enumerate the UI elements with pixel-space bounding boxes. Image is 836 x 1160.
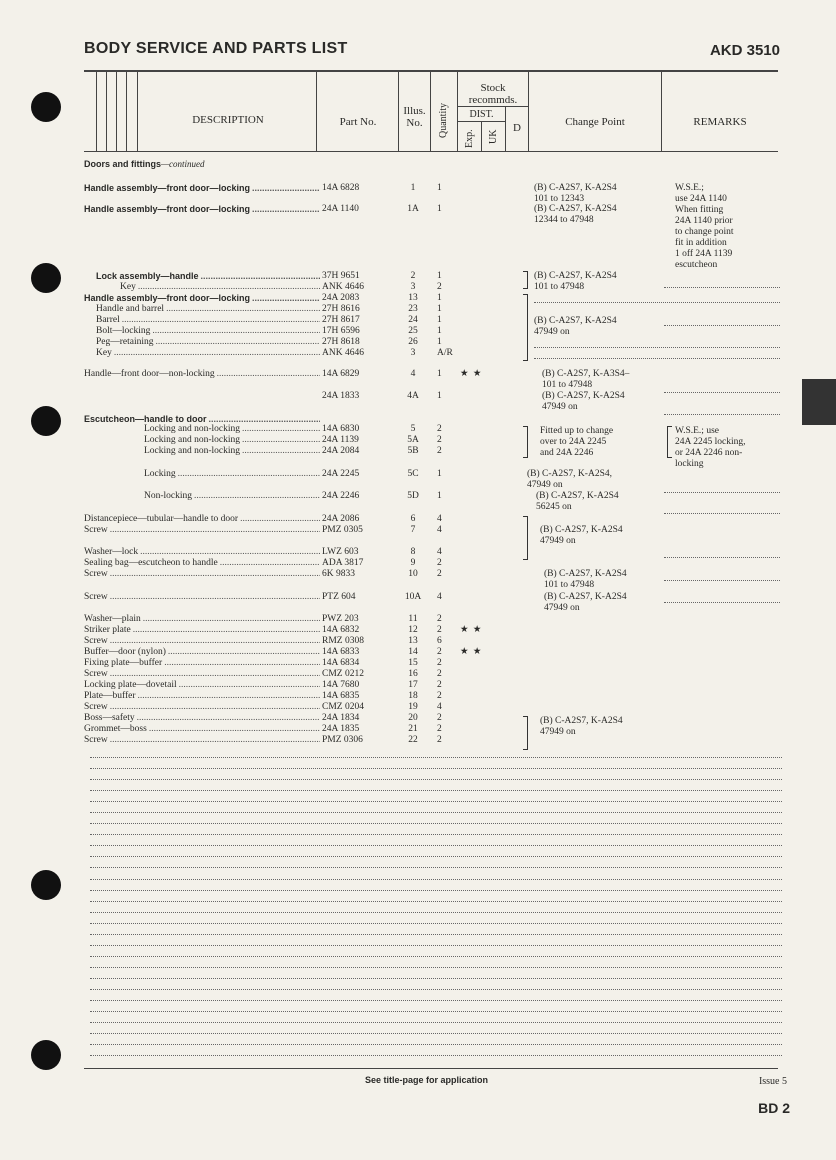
change-point-line: (B) C-A2S7, K-A2S4, <box>527 469 612 479</box>
table-row <box>0 702 836 713</box>
row-quantity: 4 <box>437 514 442 524</box>
row-quantity: 1 <box>437 326 442 336</box>
dotted-line <box>664 392 780 393</box>
change-point <box>534 271 617 293</box>
change-point-line: over to 24A 2245 <box>540 437 607 447</box>
row-illus-number: 7 <box>410 525 416 535</box>
row-description: Buffer—door (nylon) ..... <box>84 647 320 658</box>
row-quantity: 2 <box>437 647 442 657</box>
change-point <box>544 569 627 591</box>
ruled-line <box>90 845 782 846</box>
table-row <box>0 669 836 680</box>
change-point-line: 47949 on <box>540 727 576 737</box>
row-illus-number: 26 <box>408 337 418 347</box>
dotted-line <box>534 358 780 359</box>
row-part-number: 14A 6828 <box>322 183 360 193</box>
row-part-number: 24A 2246 <box>322 491 360 501</box>
row-description: Screw ..... <box>84 702 320 713</box>
row-part-number: 14A 6835 <box>322 691 360 701</box>
row-quantity: 2 <box>437 735 442 745</box>
row-illus-number: 16 <box>408 669 418 679</box>
ruled-line <box>90 1044 782 1045</box>
row-illus-number: 5C <box>407 469 419 479</box>
table-row <box>0 713 836 724</box>
section-title: Doors and fittings—continued <box>84 159 205 169</box>
remark-line: When fitting <box>675 205 724 215</box>
row-description: Washer—lock ..... <box>84 547 320 558</box>
table-row <box>0 304 836 315</box>
remark-line: fit in addition <box>675 238 727 248</box>
header-top-rule <box>84 70 778 72</box>
remark-line: use 24A 1140 <box>675 194 727 204</box>
dotted-line <box>534 302 780 303</box>
col-rule <box>116 72 117 151</box>
row-quantity: 2 <box>437 558 442 568</box>
row-illus-number: 19 <box>408 702 418 712</box>
row-part-number: 14A 6833 <box>322 647 360 657</box>
ruled-line <box>90 967 782 968</box>
ruled-line <box>90 989 782 990</box>
footer-rule <box>84 1068 778 1069</box>
dotted-line <box>664 492 780 493</box>
row-quantity: 1 <box>437 271 442 281</box>
row-description: Handle—front door—non-locking ..... <box>84 369 320 380</box>
row-illus-number: 14 <box>408 647 418 657</box>
change-point-line: Fitted up to change <box>540 426 614 436</box>
change-point-line: 47949 on <box>544 603 580 613</box>
change-point <box>536 491 619 513</box>
row-part-number: 24A 2083 <box>322 293 360 303</box>
row-quantity: 4 <box>437 702 442 712</box>
ruled-line <box>90 1011 782 1012</box>
change-point <box>534 183 617 205</box>
ruled-line <box>90 879 782 880</box>
change-point-line: 47949 on <box>534 327 570 337</box>
row-description: Screw ..... <box>84 525 320 536</box>
row-illus-number: 1A <box>407 204 419 214</box>
change-point-line: (B) C-A2S7, K-A2S4 <box>534 316 617 326</box>
ruled-line <box>90 956 782 957</box>
change-point <box>542 369 629 391</box>
remark <box>675 183 734 271</box>
row-description: Barrel ..... <box>96 315 320 326</box>
ruled-line <box>90 779 782 780</box>
bracket <box>523 294 528 361</box>
change-point-line: (B) C-A2S7, K-A2S4 <box>540 716 623 726</box>
dotted-line <box>664 287 780 288</box>
change-point-line: (B) C-A2S7, K-A2S4 <box>544 569 627 579</box>
row-part-number: 27H 8617 <box>322 315 360 325</box>
row-quantity: 1 <box>437 337 442 347</box>
row-description: Plate—buffer ..... <box>84 691 320 702</box>
change-point <box>527 469 612 491</box>
row-quantity: 6 <box>437 636 442 646</box>
change-point-line: 56245 on <box>536 502 572 512</box>
row-illus-number: 25 <box>408 326 418 336</box>
row-description: Fixing plate—buffer ..... <box>84 658 320 669</box>
row-stock-marks: ★ ★ <box>460 369 483 379</box>
row-part-number: PMZ 0305 <box>322 525 363 535</box>
row-quantity: 2 <box>437 625 442 635</box>
remark-line: to change point <box>675 227 734 237</box>
row-illus-number: 17 <box>408 680 418 690</box>
row-description: Handle and barrel ..... <box>96 304 320 315</box>
change-point <box>534 204 617 226</box>
row-part-number: 27H 8616 <box>322 304 360 314</box>
remark-line: 24A 1140 prior <box>675 216 733 226</box>
col-exp: Exp. <box>464 129 475 148</box>
row-description: Striker plate ..... <box>84 625 320 636</box>
row-part-number: 24A 2245 <box>322 469 360 479</box>
change-point-line: (B) C-A2S7, K-A2S4 <box>534 271 617 281</box>
row-illus-number: 22 <box>408 735 418 745</box>
row-description: Handle assembly—front door—locking ..... <box>84 293 320 304</box>
row-quantity: 1 <box>437 469 442 479</box>
row-illus-number: 2 <box>410 271 416 281</box>
row-illus-number: 6 <box>410 514 416 524</box>
row-part-number: 17H 6596 <box>322 326 360 336</box>
row-description: Locking plate—dovetail ..... <box>84 680 320 691</box>
ruled-line <box>90 768 782 769</box>
dotted-line <box>534 347 780 348</box>
row-description: Peg—retaining ..... <box>96 337 320 348</box>
document-code: AKD 3510 <box>709 42 780 59</box>
row-illus-number: 5A <box>407 435 419 445</box>
table-row <box>0 735 836 746</box>
row-illus-number: 13 <box>408 636 418 646</box>
header-bottom-rule <box>84 151 778 152</box>
row-illus-number: 10A <box>404 592 422 602</box>
row-quantity: 2 <box>437 669 442 679</box>
ruled-line <box>90 1000 782 1001</box>
col-rule <box>126 72 127 151</box>
col-remarks: REMARKS <box>693 116 747 128</box>
row-description: Grommet—boss ..... <box>84 724 320 735</box>
row-description: Non-locking ..... <box>144 491 320 502</box>
ruled-line <box>90 1055 782 1056</box>
ruled-line <box>90 934 782 935</box>
row-description: Locking and non-locking ..... <box>144 424 320 435</box>
row-illus-number: 21 <box>408 724 418 734</box>
row-illus-number: 13 <box>408 293 418 303</box>
row-description: Handle assembly—front door—locking ..... <box>84 183 320 194</box>
table-row <box>0 625 836 636</box>
row-description: Screw ..... <box>84 592 320 603</box>
row-part-number: 14A 6834 <box>322 658 360 668</box>
row-illus-number: 20 <box>408 713 418 723</box>
row-description: Key ..... <box>96 348 320 359</box>
row-quantity: 1 <box>437 391 442 401</box>
table-row <box>0 614 836 625</box>
dotted-line <box>664 602 780 603</box>
col-rule <box>96 72 97 151</box>
change-point-line: (B) C-A2S7, K-A3S4– <box>542 369 630 379</box>
remark-line: or 24A 2246 non- <box>675 448 743 458</box>
row-part-number: 24A 2084 <box>322 446 360 456</box>
row-part-number: RMZ 0308 <box>322 636 364 646</box>
row-part-number: PTZ 604 <box>322 592 356 602</box>
row-stock-marks: ★ ★ <box>460 647 483 657</box>
change-point-line: (B) C-A2S7, K-A2S4 <box>540 525 623 535</box>
row-illus-number: 9 <box>410 558 416 568</box>
row-part-number: LWZ 603 <box>322 547 359 557</box>
col-stock: Stock recommds. <box>468 82 518 106</box>
change-point <box>542 391 625 413</box>
table-row <box>0 658 836 669</box>
ruled-line <box>90 823 782 824</box>
change-point-line: 47949 on <box>542 402 578 412</box>
page-title: BODY SERVICE AND PARTS LIST <box>84 40 348 57</box>
row-illus-number: 4A <box>407 391 419 401</box>
stock-rule <box>457 106 528 107</box>
row-description: Escutcheon—handle to door ..... <box>84 414 320 425</box>
ruled-line <box>90 901 782 902</box>
change-point-line: 47949 on <box>527 480 563 490</box>
row-illus-number: 1 <box>410 183 416 193</box>
row-illus-number: 24 <box>408 315 418 325</box>
row-quantity: 1 <box>437 315 442 325</box>
dotted-line <box>664 414 780 415</box>
table-row <box>0 469 836 480</box>
row-quantity: 2 <box>437 446 442 456</box>
table-row <box>0 691 836 702</box>
table-row <box>0 525 836 536</box>
row-quantity: 2 <box>437 569 442 579</box>
ruled-line <box>90 912 782 913</box>
dotted-line <box>664 513 780 514</box>
change-point-line: 101 to 12343 <box>534 194 585 204</box>
row-illus-number: 5B <box>407 446 419 456</box>
col-rule <box>481 121 482 151</box>
col-rule <box>106 72 107 151</box>
col-change-point: Change Point <box>565 116 625 128</box>
row-part-number: 24A 1834 <box>322 713 360 723</box>
row-part-number: CMZ 0212 <box>322 669 364 679</box>
table-row <box>0 558 836 569</box>
change-point <box>540 716 623 738</box>
row-part-number: 14A 6829 <box>322 369 360 379</box>
ruled-line <box>90 923 782 924</box>
row-quantity: 4 <box>437 525 442 535</box>
row-part-number: PWZ 203 <box>322 614 359 624</box>
ruled-line <box>90 790 782 791</box>
ruled-line <box>90 834 782 835</box>
row-illus-number: 11 <box>408 614 418 624</box>
ruled-line <box>90 1022 782 1023</box>
ruled-line <box>90 757 782 758</box>
row-description: Key ..... <box>120 282 320 293</box>
change-point-line: 101 to 47948 <box>544 580 595 590</box>
table-row <box>0 369 836 380</box>
change-point <box>540 525 623 547</box>
row-illus-number: 8 <box>410 547 416 557</box>
col-rule <box>528 72 529 151</box>
col-dist: DIST. <box>469 109 494 120</box>
change-point-line: (B) C-A2S7, K-A2S4 <box>544 592 627 602</box>
col-rule <box>316 72 317 151</box>
remark-line: W.S.E.; <box>675 183 704 193</box>
col-rule <box>137 72 138 151</box>
row-description: Screw ..... <box>84 569 320 580</box>
row-description: Bolt—locking ..... <box>96 326 320 337</box>
table-row <box>0 724 836 735</box>
row-description: Screw ..... <box>84 636 320 647</box>
ruled-line <box>90 1033 782 1034</box>
row-quantity: 2 <box>437 614 442 624</box>
bracket <box>523 271 528 289</box>
change-point-line: (B) C-A2S7, K-A2S4 <box>542 391 625 401</box>
row-illus-number: 4 <box>410 369 416 379</box>
ruled-line <box>90 801 782 802</box>
ruled-line <box>90 812 782 813</box>
table-row <box>0 569 836 580</box>
row-part-number: 37H 9651 <box>322 271 360 281</box>
row-description: Locking and non-locking ..... <box>144 435 320 446</box>
row-description: Lock assembly—handle ..... <box>96 271 320 282</box>
footer-note: See title-page for application <box>365 1075 489 1085</box>
row-part-number: 24A 1139 <box>322 435 359 445</box>
row-illus-number: 5 <box>410 424 416 434</box>
row-part-number: 24A 1140 <box>322 204 359 214</box>
row-illus-number: 10 <box>408 569 418 579</box>
row-quantity: 1 <box>437 204 442 214</box>
dotted-line <box>664 557 780 558</box>
row-quantity: 1 <box>437 304 442 314</box>
table-row <box>0 271 836 282</box>
row-part-number: 24A 1833 <box>322 391 360 401</box>
remark-line: 24A 2245 locking, <box>675 437 746 447</box>
row-part-number: 14A 7680 <box>322 680 360 690</box>
row-quantity: 2 <box>437 282 442 292</box>
row-part-number: ANK 4646 <box>322 282 364 292</box>
row-quantity: 2 <box>437 435 442 445</box>
row-description: Boss—safety ..... <box>84 713 320 724</box>
change-point <box>534 316 617 338</box>
dotted-line <box>664 325 780 326</box>
row-part-number: ANK 4646 <box>322 348 364 358</box>
ruled-line <box>90 890 782 891</box>
row-description: Distancepiece—tubular—handle to door ..... <box>84 514 320 525</box>
row-quantity: 2 <box>437 713 442 723</box>
change-point-line: 101 to 47948 <box>534 282 585 292</box>
col-uk: UK <box>488 129 499 144</box>
col-part-no: Part No. <box>339 116 377 128</box>
row-description: Sealing bag—escutcheon to handle ..... <box>84 558 320 569</box>
row-illus-number: 23 <box>408 304 418 314</box>
row-quantity: 2 <box>437 424 442 434</box>
row-illus-number: 3 <box>410 282 416 292</box>
row-description: Locking ..... <box>144 469 320 480</box>
row-part-number: PMZ 0306 <box>322 735 363 745</box>
col-rule <box>661 72 662 151</box>
remark-line: W.S.E.; use <box>675 426 719 436</box>
ruled-line <box>90 945 782 946</box>
row-part-number: 14A 6832 <box>322 625 360 635</box>
row-quantity: 2 <box>437 724 442 734</box>
row-illus-number: 15 <box>408 658 418 668</box>
row-part-number: 24A 1835 <box>322 724 360 734</box>
row-description: Screw ..... <box>84 735 320 746</box>
change-point-line: (B) C-A2S7, K-A2S4 <box>536 491 619 501</box>
remark-line: 1 off 24A 1139 <box>675 249 733 259</box>
punch-hole <box>31 870 61 900</box>
row-quantity: 1 <box>437 183 442 193</box>
punch-hole <box>31 92 61 122</box>
ruled-line <box>90 978 782 979</box>
remark <box>675 426 745 470</box>
col-rule <box>430 72 431 151</box>
row-part-number: 6K 9833 <box>322 569 355 579</box>
punch-hole <box>31 1040 61 1070</box>
remark-line: locking <box>675 459 704 469</box>
change-point-line: and 24A 2246 <box>540 448 594 458</box>
row-quantity: 1 <box>437 369 442 379</box>
change-point-line: 101 to 47948 <box>542 380 593 390</box>
row-quantity: 1 <box>437 491 442 501</box>
row-quantity: A/R <box>437 348 453 358</box>
row-illus-number: 5D <box>407 491 419 501</box>
bracket <box>523 716 528 750</box>
row-quantity: 4 <box>437 592 442 602</box>
col-quantity: Quantity <box>438 103 449 138</box>
change-point-line: (B) C-A2S7, K-A2S4 <box>534 204 617 214</box>
row-quantity: 2 <box>437 658 442 668</box>
row-quantity: 1 <box>437 293 442 303</box>
row-part-number: CMZ 0204 <box>322 702 364 712</box>
ruled-line <box>90 856 782 857</box>
table-row <box>0 514 836 525</box>
row-stock-marks: ★ ★ <box>460 625 483 635</box>
row-part-number: 27H 8618 <box>322 337 360 347</box>
bracket <box>523 516 528 560</box>
change-point <box>544 592 627 614</box>
table-row <box>0 647 836 658</box>
ruled-line <box>90 867 782 868</box>
page-number: BD 2 <box>758 1100 790 1116</box>
row-part-number: 24A 2086 <box>322 514 360 524</box>
bracket <box>667 426 672 458</box>
row-quantity: 2 <box>437 680 442 690</box>
issue-number: Issue 5 <box>758 1076 787 1087</box>
row-quantity: 2 <box>437 691 442 701</box>
table-row <box>0 636 836 647</box>
change-point-line: 47949 on <box>540 536 576 546</box>
row-part-number: ADA 3817 <box>322 558 364 568</box>
row-quantity: 4 <box>437 547 442 557</box>
bracket <box>523 426 528 458</box>
row-part-number: 14A 6830 <box>322 424 360 434</box>
row-illus-number: 3 <box>410 348 416 358</box>
change-point-line: 12344 to 47948 <box>534 215 594 225</box>
col-description: DESCRIPTION <box>192 114 264 126</box>
row-description: Handle assembly—front door—locking ..... <box>84 204 320 215</box>
row-description: Locking and non-locking ..... <box>144 446 320 457</box>
row-description: Washer—plain ..... <box>84 614 320 625</box>
table-row <box>0 326 836 337</box>
col-illus: Illus. No. <box>403 105 426 129</box>
table-row <box>0 680 836 691</box>
row-illus-number: 12 <box>408 625 418 635</box>
row-illus-number: 18 <box>408 691 418 701</box>
change-point <box>540 426 613 459</box>
remark-line: escutcheon <box>675 260 718 270</box>
change-point-line: (B) C-A2S7, K-A2S4 <box>534 183 617 193</box>
dotted-line <box>664 580 780 581</box>
col-d: D <box>513 122 521 134</box>
row-description: Screw ..... <box>84 669 320 680</box>
